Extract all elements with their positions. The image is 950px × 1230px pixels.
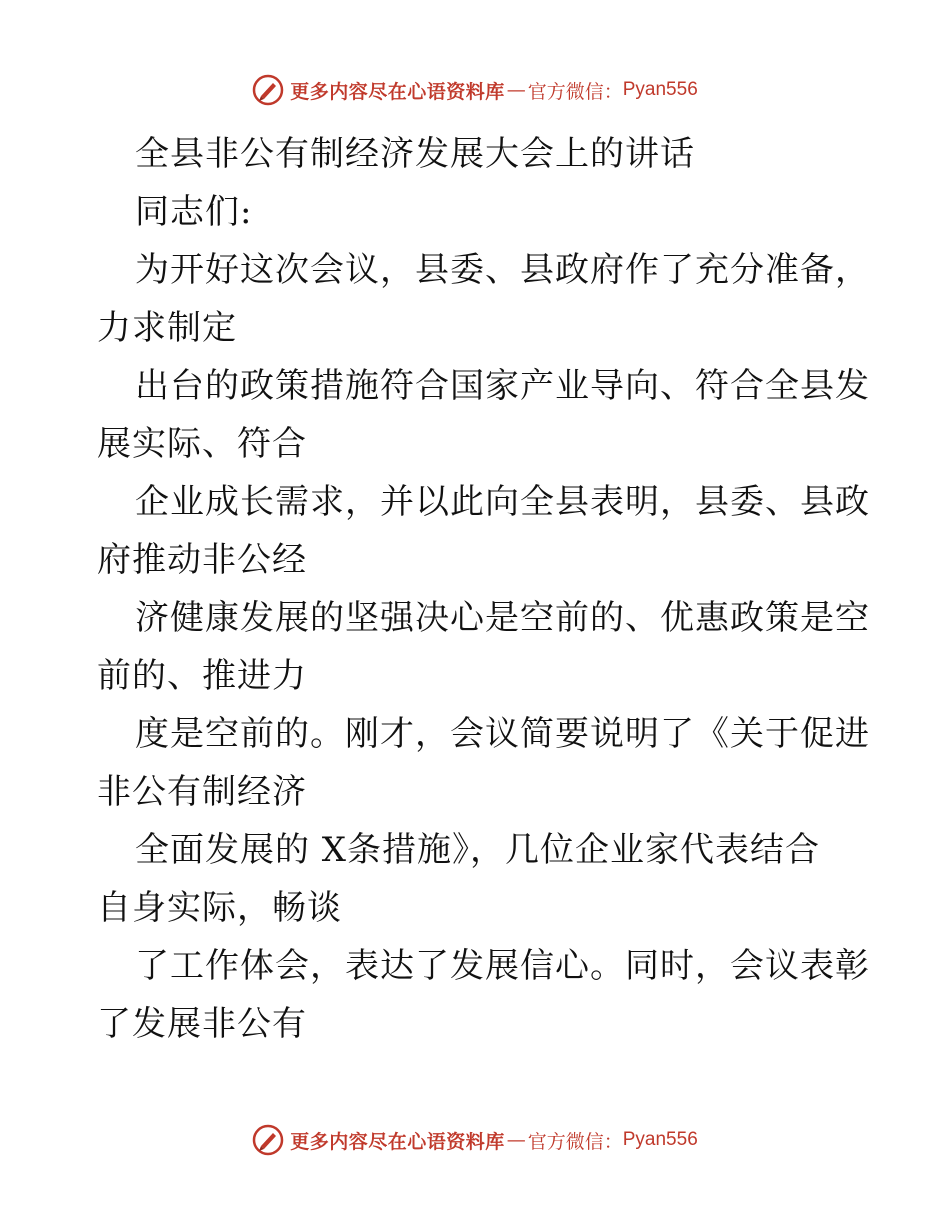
text-line: 出台的政策措施符合国家产业导向、符合全县发 bbox=[135, 366, 870, 406]
header-watermark bbox=[0, 70, 950, 110]
watermark-wechat-id: Pyan556 bbox=[622, 79, 698, 100]
text-line: 了工作体会，表达了发展信心。同时，会议表彰 bbox=[135, 946, 870, 986]
text-line: 济健康发展的坚强决心是空前的、优惠政策是空 bbox=[135, 598, 870, 638]
text-line: 度是空前的。刚才，会议简要说明了《关于促进 bbox=[135, 714, 870, 754]
watermark-brand: 更多内容尽在心语资料库 bbox=[290, 80, 505, 103]
text-line: 同志们: bbox=[135, 192, 253, 232]
document-body bbox=[97, 125, 870, 1053]
watermark-brand: 更多内容尽在心语资料库 bbox=[290, 1130, 505, 1153]
quill-logo-icon bbox=[252, 74, 284, 106]
watermark-dash: — bbox=[506, 1129, 526, 1151]
text-line: 力求制定 bbox=[97, 308, 237, 348]
text-line: 为开好这次会议，县委、县政府作了充分准备， bbox=[135, 250, 870, 290]
text-line: 自身实际，畅谈 bbox=[97, 888, 342, 928]
text-line: 全面发展的 X条措施》，几位企业家代表结合 bbox=[135, 830, 821, 870]
quill-logo-icon bbox=[252, 1124, 284, 1156]
text-line: 府推动非公经 bbox=[97, 540, 307, 580]
footer-watermark bbox=[0, 1120, 950, 1160]
text-line: 展实际、符合 bbox=[97, 424, 307, 464]
watermark-dash: — bbox=[506, 79, 526, 101]
watermark-wechat-label: 官方微信： bbox=[527, 1130, 623, 1153]
text-line: 前的、推进力 bbox=[97, 656, 307, 696]
text-line: 全县非公有制经济发展大会上的讲话 bbox=[135, 134, 695, 174]
watermark-wechat-label: 官方微信： bbox=[527, 80, 623, 103]
text-line: 企业成长需求，并以此向全县表明，县委、县政 bbox=[135, 482, 870, 522]
text-line: 非公有制经济 bbox=[97, 772, 307, 812]
text-line: 了发展非公有 bbox=[97, 1004, 307, 1044]
watermark-wechat-id: Pyan556 bbox=[622, 1129, 698, 1150]
